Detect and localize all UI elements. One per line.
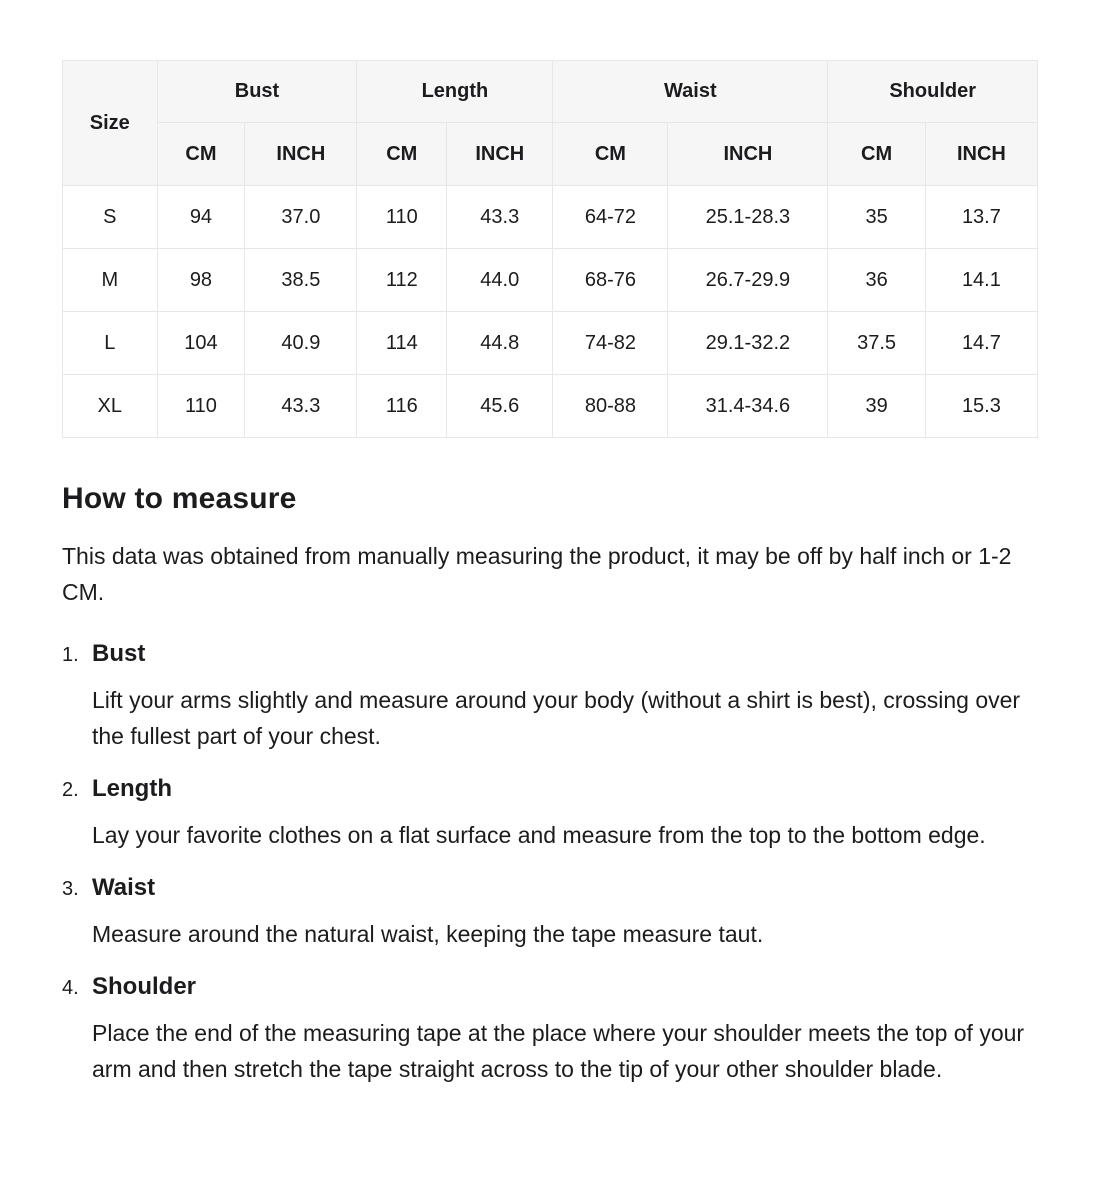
column-header-waist: Waist (553, 61, 828, 123)
length-inch-cell: 44.8 (447, 312, 553, 375)
shoulder-cm-cell: 39 (828, 375, 926, 438)
table-row-l (63, 312, 1038, 375)
unit-header-length-cm: CM (357, 123, 447, 186)
bust-inch-cell: 38.5 (245, 249, 357, 312)
measurement-disclaimer: This data was obtained from manually measuring the product, it may be off by half inch or 1-2 CM. (62, 543, 1012, 605)
unit-header-waist-inch: INCH (668, 123, 828, 186)
column-header-shoulder: Shoulder (828, 61, 1038, 123)
shoulder-inch-cell: 15.3 (925, 375, 1037, 438)
column-header-size: Size (63, 61, 158, 186)
column-header-length: Length (357, 61, 553, 123)
unit-header-bust-cm: CM (157, 123, 245, 186)
step-description: Place the end of the measuring tape at the place where your shoulder meets the top of your arm and then stretch the tape straight across to the tip of your other shoulder blade. (92, 1020, 1025, 1082)
list-item-length (62, 775, 1038, 853)
step-title: Length (92, 775, 172, 802)
waist-inch-cell: 29.1-32.2 (668, 312, 828, 375)
size-cell: S (63, 186, 158, 249)
shoulder-inch-cell: 14.1 (925, 249, 1037, 312)
unit-header-bust-inch: INCH (245, 123, 357, 186)
step-number: 4. (62, 977, 79, 999)
bust-cm-cell: 110 (157, 375, 245, 438)
bust-cm-cell: 94 (157, 186, 245, 249)
column-header-bust: Bust (157, 61, 357, 123)
section-title: How to measure (62, 482, 297, 515)
waist-inch-cell: 26.7-29.9 (668, 249, 828, 312)
step-description: Measure around the natural waist, keeping the tape measure taut. (92, 921, 764, 947)
waist-cm-cell: 64-72 (553, 186, 668, 249)
step-title: Waist (92, 874, 156, 901)
bust-cm-cell: 98 (157, 249, 245, 312)
list-item-bust (62, 640, 1038, 754)
bust-inch-cell: 37.0 (245, 186, 357, 249)
unit-header-length-inch: INCH (447, 123, 553, 186)
length-cm-cell: 110 (357, 186, 447, 249)
bust-inch-cell: 40.9 (245, 312, 357, 375)
step-number: 1. (62, 644, 79, 666)
length-inch-cell: 45.6 (447, 375, 553, 438)
length-inch-cell: 44.0 (447, 249, 553, 312)
size-cell: L (63, 312, 158, 375)
waist-inch-cell: 25.1-28.3 (668, 186, 828, 249)
step-title: Bust (92, 640, 146, 667)
length-cm-cell: 116 (357, 375, 447, 438)
bust-cm-cell: 104 (157, 312, 245, 375)
unit-header-shoulder-inch: INCH (925, 123, 1037, 186)
waist-cm-cell: 74-82 (553, 312, 668, 375)
size-cell: M (63, 249, 158, 312)
table-row-xl (63, 375, 1038, 438)
size-chart-table (62, 60, 1038, 438)
list-item-waist (62, 874, 1038, 952)
step-title: Shoulder (92, 973, 197, 1000)
measurement-steps-list (62, 640, 1038, 1087)
waist-cm-cell: 68-76 (553, 249, 668, 312)
step-number: 3. (62, 878, 79, 900)
length-cm-cell: 114 (357, 312, 447, 375)
waist-cm-cell: 80-88 (553, 375, 668, 438)
shoulder-inch-cell: 13.7 (925, 186, 1037, 249)
bust-inch-cell: 43.3 (245, 375, 357, 438)
shoulder-cm-cell: 35 (828, 186, 926, 249)
shoulder-cm-cell: 37.5 (828, 312, 926, 375)
waist-inch-cell: 31.4-34.6 (668, 375, 828, 438)
how-to-measure-section (62, 482, 1038, 1087)
table-row-m (63, 249, 1038, 312)
step-number: 2. (62, 779, 79, 801)
unit-header-waist-cm: CM (553, 123, 668, 186)
shoulder-inch-cell: 14.7 (925, 312, 1037, 375)
shoulder-cm-cell: 36 (828, 249, 926, 312)
size-cell: XL (63, 375, 158, 438)
table-row-s (63, 186, 1038, 249)
step-description: Lift your arms slightly and measure around your body (without a shirt is best), crossing over the fullest part of your chest. (92, 687, 1021, 749)
list-item-shoulder (62, 973, 1038, 1087)
unit-header-shoulder-cm: CM (828, 123, 926, 186)
length-inch-cell: 43.3 (447, 186, 553, 249)
length-cm-cell: 112 (357, 249, 447, 312)
step-description: Lay your favorite clothes on a flat surface and measure from the top to the bottom edge. (92, 822, 986, 848)
